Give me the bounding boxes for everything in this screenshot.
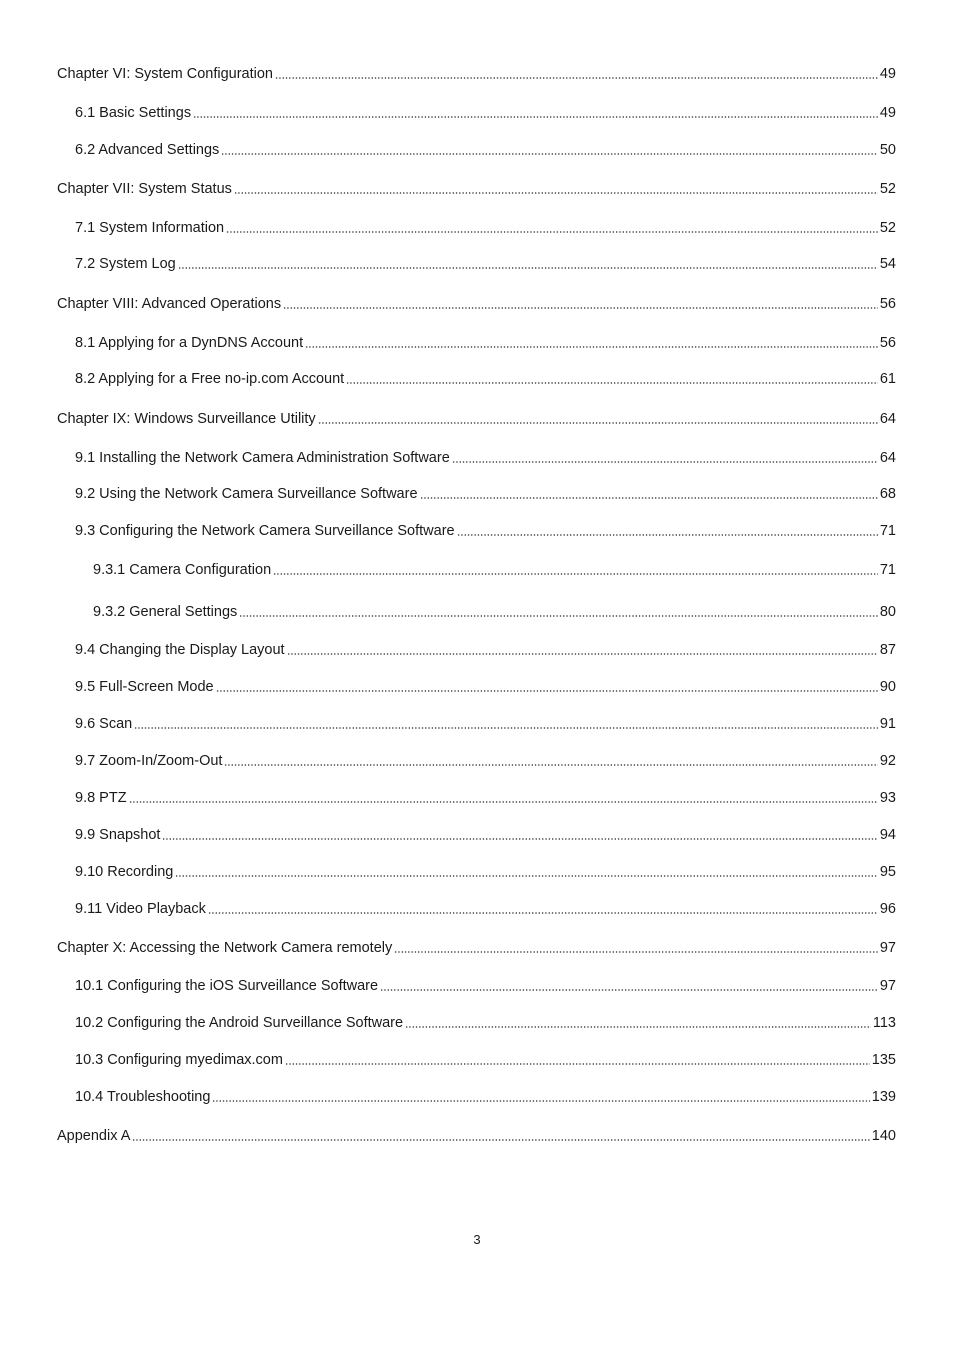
toc-entry-page: 71 [879,562,896,578]
dot-leader [283,307,878,309]
dot-leader [134,727,878,729]
toc-entry-8-1[interactable] [75,333,896,353]
dot-leader [216,690,878,692]
toc-entry-chapter-8[interactable] [57,294,896,314]
toc-entry-title: 9.3.1 Camera Configuration [93,562,272,578]
toc-entry-9-2[interactable] [75,484,896,504]
toc-entry-10-4[interactable] [75,1087,896,1107]
toc-entry-title: 9.11 Video Playback [75,901,206,917]
toc-entry-title: 9.8 PTZ [75,790,127,806]
toc-entry-title: 9.5 Full-Screen Mode [75,679,214,695]
toc-entry-title: Chapter IX: Windows Surveillance Utility [57,411,316,427]
toc-entry-9-9[interactable] [75,825,896,845]
toc-entry-page: 97 [879,940,896,956]
toc-entry-page: 71 [879,523,896,539]
toc-entry-title: Appendix A [57,1128,131,1144]
dot-leader [420,497,878,499]
toc-entry-title: Chapter VII: System Status [57,181,232,197]
toc-entry-title: 9.2 Using the Network Camera Surveillance Software [75,486,418,502]
toc-entry-title: 9.7 Zoom-In/Zoom-Out [75,753,223,769]
toc-entry-title: 9.10 Recording [75,864,174,880]
toc-entry-title: 9.1 Installing the Network Camera Administration Software [75,450,450,466]
dot-leader [193,116,878,118]
dot-leader [394,951,878,953]
dot-leader [175,875,878,877]
toc-entry-10-1[interactable] [75,976,896,996]
toc-entry-appendix-a[interactable] [57,1126,896,1146]
dot-leader [178,267,878,269]
toc-entry-title: 9.6 Scan [75,716,133,732]
toc-entry-page: 49 [879,105,896,121]
toc-entry-chapter-7[interactable] [57,179,896,199]
toc-entry-page: 64 [879,411,896,427]
toc-entry-page: 94 [879,827,896,843]
toc-entry-chapter-6[interactable] [57,64,896,84]
dot-leader [405,1026,871,1028]
toc-entry-page: 139 [871,1089,896,1105]
dot-leader [457,534,878,536]
dot-leader [234,192,878,194]
toc-entry-9-5[interactable] [75,677,896,697]
toc-entry-page: 54 [879,256,896,272]
toc-entry-page: 90 [879,679,896,695]
toc-entry-9-7[interactable] [75,751,896,771]
toc-entry-title: Chapter VIII: Advanced Operations [57,296,282,312]
toc-entry-title: 10.2 Configuring the Android Surveillance Software [75,1015,404,1031]
dot-leader [346,382,878,384]
toc-entry-title: 9.4 Changing the Display Layout [75,642,285,658]
toc-entry-8-2[interactable] [75,369,896,389]
toc-entry-page: 96 [879,901,896,917]
toc-entry-page: 87 [879,642,896,658]
toc-entry-title: 6.2 Advanced Settings [75,142,220,158]
toc-entry-page: 52 [879,181,896,197]
toc-entry-page: 113 [872,1015,896,1031]
toc-entry-10-3[interactable] [75,1050,896,1070]
dot-leader [275,77,878,79]
dot-leader [380,989,878,991]
toc-entry-page: 135 [871,1052,896,1068]
toc-entry-title: 9.3.2 General Settings [93,604,238,620]
toc-entry-title: 8.1 Applying for a DynDNS Account [75,335,304,351]
dot-leader [287,653,878,655]
toc-entry-title: 10.3 Configuring myedimax.com [75,1052,283,1068]
toc-entry-page: 50 [879,142,896,158]
toc-entry-page: 80 [879,604,896,620]
toc-entry-title: 8.2 Applying for a Free no-ip.com Account [75,371,345,387]
toc-entry-chapter-9[interactable] [57,409,896,429]
toc-entry-page: 97 [879,978,896,994]
toc-entry-title: 10.1 Configuring the iOS Surveillance Software [75,978,379,994]
toc-entry-9-1[interactable] [75,448,896,468]
dot-leader [452,461,878,463]
toc-entry-7-2[interactable] [75,254,896,274]
toc-entry-6-2[interactable] [75,140,896,160]
toc-entry-title: Chapter X: Accessing the Network Camera remotely [57,940,393,956]
toc-entry-title: 9.9 Snapshot [75,827,161,843]
dot-leader [239,615,878,617]
toc-entry-9-8[interactable] [75,788,896,808]
toc-entry-page: 93 [879,790,896,806]
toc-entry-title: 7.1 System Information [75,220,225,236]
toc-entry-7-1[interactable] [75,218,896,238]
dot-leader [212,1100,869,1102]
toc-entry-page: 56 [879,296,896,312]
dot-leader [132,1139,869,1141]
toc-entry-page: 91 [879,716,896,732]
toc-entry-6-1[interactable] [75,103,896,123]
toc-entry-page: 49 [879,66,896,82]
toc-entry-title: 9.3 Configuring the Network Camera Surveillance Software [75,523,455,539]
dot-leader [226,231,878,233]
page-number: 3 [473,1232,481,1247]
toc-entry-title: 6.1 Basic Settings [75,105,192,121]
toc-entry-9-11[interactable] [75,899,896,919]
dot-leader [162,838,877,840]
toc-entry-page: 56 [879,335,896,351]
toc-entry-page: 92 [879,753,896,769]
toc-entry-page: 52 [879,220,896,236]
toc-entry-title: 10.4 Troubleshooting [75,1089,211,1105]
toc-entry-page: 64 [879,450,896,466]
dot-leader [224,764,877,766]
toc-entry-title: Chapter VI: System Configuration [57,66,273,82]
dot-leader [208,912,878,914]
dot-leader [305,346,878,348]
toc-entry-page: 61 [879,371,896,387]
dot-leader [129,801,878,803]
toc-entry-chapter-10[interactable] [57,938,896,958]
toc-entry-9-3[interactable] [75,521,896,541]
toc-entry-page: 68 [879,486,896,502]
dot-leader [318,422,878,424]
toc-entry-page: 140 [871,1128,896,1144]
toc-entry-title: 7.2 System Log [75,256,176,272]
toc-entry-page: 95 [879,864,896,880]
toc-entry-9-4[interactable] [75,640,896,660]
toc-entry-10-2[interactable] [75,1013,896,1033]
dot-leader [285,1063,870,1065]
toc-entry-9-10[interactable] [75,862,896,882]
toc-entry-9-3-2[interactable] [93,602,896,622]
toc-entry-9-3-1[interactable] [93,560,896,580]
dot-leader [273,573,878,575]
dot-leader [221,153,878,155]
toc-entry-9-6[interactable] [75,714,896,734]
